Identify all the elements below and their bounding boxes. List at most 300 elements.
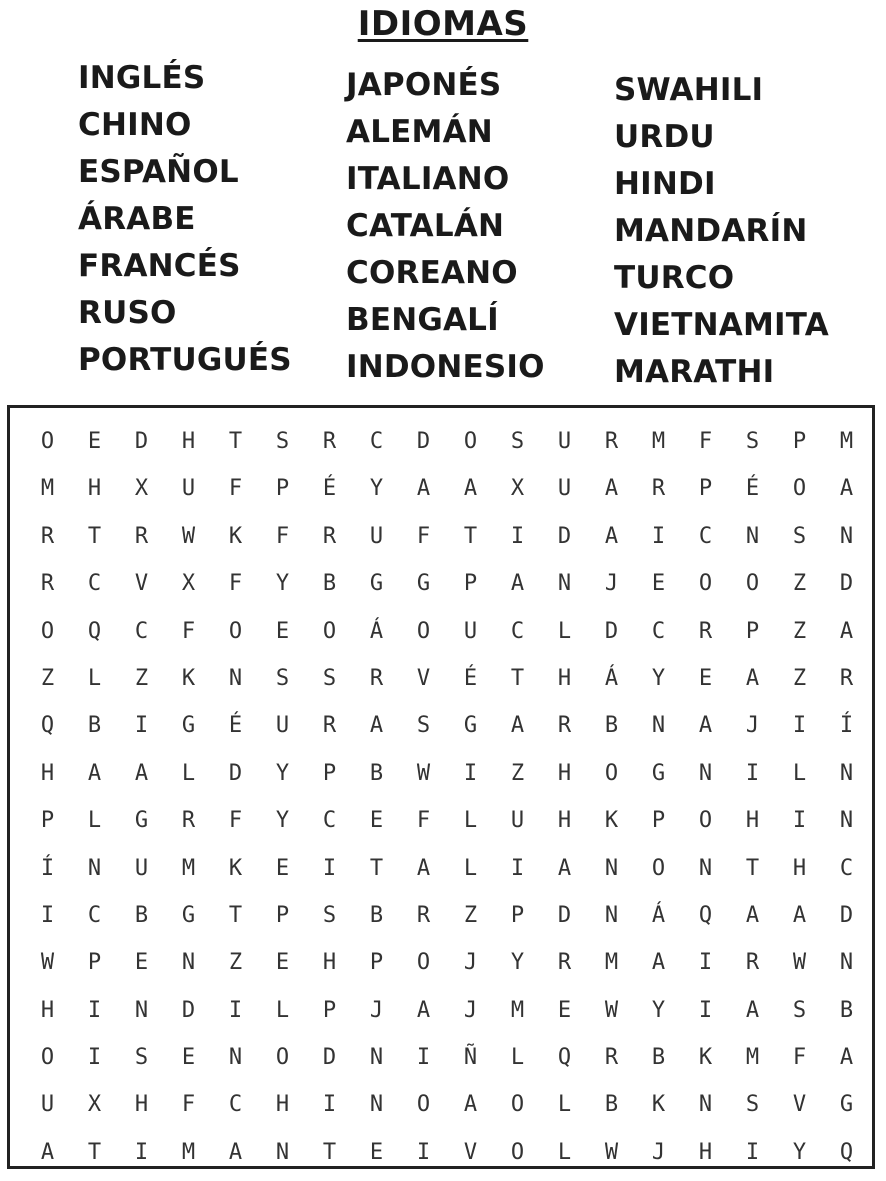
grid-letter[interactable]: P	[463, 571, 478, 597]
grid-letter[interactable]: I	[228, 997, 243, 1023]
grid-letter[interactable]: G	[181, 902, 196, 928]
grid-letter[interactable]: H	[322, 950, 337, 976]
grid-letter[interactable]: I	[651, 523, 666, 549]
grid-letter[interactable]: R	[698, 618, 713, 644]
grid-letter[interactable]: W	[40, 950, 55, 976]
grid-letter[interactable]: O	[463, 429, 478, 454]
grid-letter[interactable]: P	[698, 476, 713, 502]
grid-letter[interactable]: A	[369, 713, 384, 739]
grid-letter[interactable]: S	[745, 429, 760, 454]
grid-letter[interactable]: E	[275, 950, 290, 976]
grid-letter[interactable]: C	[87, 571, 102, 597]
grid-letter[interactable]: L	[557, 1092, 572, 1118]
grid-letter[interactable]: S	[134, 1045, 149, 1071]
grid-letter[interactable]: M	[651, 429, 666, 454]
grid-letter[interactable]: S	[416, 713, 431, 739]
grid-letter[interactable]: Í	[839, 713, 854, 739]
word-list-item: INDONESIO	[346, 349, 545, 385]
grid-letter[interactable]: Y	[510, 950, 525, 976]
grid-letter[interactable]: L	[87, 808, 102, 834]
grid-letter[interactable]: Z	[510, 760, 525, 786]
grid-letter[interactable]: Q	[87, 618, 102, 644]
grid-letter[interactable]: O	[275, 1045, 290, 1071]
grid-letter[interactable]: C	[228, 1092, 243, 1118]
grid-letter[interactable]: A	[839, 618, 854, 644]
grid-letter[interactable]: A	[416, 997, 431, 1023]
grid-letter[interactable]: Y	[275, 760, 290, 786]
grid-letter[interactable]: Z	[792, 571, 807, 597]
grid-letter[interactable]: K	[604, 808, 619, 834]
grid-letter[interactable]: N	[557, 571, 572, 597]
grid-letter[interactable]: R	[604, 1045, 619, 1071]
grid-letter[interactable]: S	[510, 429, 525, 454]
grid-letter[interactable]: P	[87, 950, 102, 976]
grid-letter[interactable]: I	[416, 1139, 431, 1165]
grid-letter[interactable]: G	[651, 760, 666, 786]
grid-letter[interactable]: V	[134, 571, 149, 597]
grid-letter[interactable]: T	[745, 855, 760, 881]
grid-letter[interactable]: A	[463, 1092, 478, 1118]
grid-letter[interactable]: T	[228, 902, 243, 928]
grid-letter[interactable]: R	[322, 523, 337, 549]
grid-letter[interactable]: P	[322, 997, 337, 1023]
grid-letter[interactable]: O	[416, 950, 431, 976]
grid-letter[interactable]: X	[134, 476, 149, 502]
grid-letter[interactable]: H	[181, 429, 196, 454]
grid-letter[interactable]: A	[745, 902, 760, 928]
grid-letter[interactable]: I	[416, 1045, 431, 1071]
grid-letter[interactable]: R	[40, 571, 55, 597]
grid-letter[interactable]: X	[510, 476, 525, 502]
grid-letter[interactable]: G	[463, 713, 478, 739]
grid-letter[interactable]: I	[745, 760, 760, 786]
grid-letter[interactable]: A	[839, 1045, 854, 1071]
grid-letter[interactable]: K	[228, 523, 243, 549]
grid-letter[interactable]: R	[557, 713, 572, 739]
grid-letter[interactable]: U	[510, 808, 525, 834]
grid-letter[interactable]: A	[463, 476, 478, 502]
grid-letter[interactable]: O	[40, 429, 55, 454]
grid-letter[interactable]: I	[134, 713, 149, 739]
grid-letter[interactable]: A	[228, 1139, 243, 1165]
grid-letter[interactable]: D	[322, 1045, 337, 1071]
grid-letter[interactable]: I	[745, 1139, 760, 1165]
grid-letter[interactable]: E	[181, 1045, 196, 1071]
grid-letter[interactable]: G	[134, 808, 149, 834]
grid-letter[interactable]: N	[604, 855, 619, 881]
grid-letter[interactable]: D	[839, 902, 854, 928]
grid-letter[interactable]: A	[604, 476, 619, 502]
grid-letter[interactable]: N	[651, 713, 666, 739]
grid-letter[interactable]: S	[322, 902, 337, 928]
grid-letter[interactable]: T	[87, 523, 102, 549]
grid-letter[interactable]: M	[510, 997, 525, 1023]
grid-letter[interactable]: H	[134, 1092, 149, 1118]
word-list-item: CATALÁN	[346, 208, 505, 244]
grid-letter[interactable]: A	[510, 571, 525, 597]
grid-letter[interactable]: G	[181, 713, 196, 739]
grid-letter[interactable]: J	[604, 571, 619, 597]
grid-letter[interactable]: H	[557, 760, 572, 786]
grid-letter[interactable]: C	[87, 902, 102, 928]
grid-letter[interactable]: I	[322, 855, 337, 881]
word-list-item: VIETNAMITA	[614, 307, 829, 343]
grid-letter[interactable]: I	[698, 997, 713, 1023]
grid-letter[interactable]: R	[416, 902, 431, 928]
grid-letter[interactable]: H	[87, 476, 102, 502]
grid-letter[interactable]: K	[228, 855, 243, 881]
grid-letter[interactable]: A	[792, 902, 807, 928]
grid-letter[interactable]: J	[745, 713, 760, 739]
grid-letter[interactable]: A	[651, 950, 666, 976]
grid-letter[interactable]: Y	[792, 1139, 807, 1165]
grid-letter[interactable]: Á	[651, 902, 666, 928]
grid-letter[interactable]: R	[557, 950, 572, 976]
grid-letter[interactable]: D	[604, 618, 619, 644]
grid-letter[interactable]: N	[181, 950, 196, 976]
grid-letter[interactable]: É	[745, 476, 760, 502]
grid-letter[interactable]: D	[181, 997, 196, 1023]
grid-letter[interactable]: F	[181, 1092, 196, 1118]
grid-letter[interactable]: Á	[604, 665, 619, 691]
word-list-item: MANDARÍN	[614, 213, 808, 249]
grid-letter[interactable]: D	[416, 429, 431, 454]
grid-letter[interactable]: F	[228, 571, 243, 597]
grid-letter[interactable]: W	[181, 523, 196, 549]
grid-letter[interactable]: P	[792, 429, 807, 454]
grid-letter[interactable]: F	[275, 523, 290, 549]
grid-letter[interactable]: N	[369, 1092, 384, 1118]
grid-letter[interactable]: M	[181, 855, 196, 881]
grid-letter[interactable]: P	[745, 618, 760, 644]
grid-letter[interactable]: N	[698, 760, 713, 786]
grid-letter[interactable]: Q	[839, 1139, 854, 1165]
grid-letter[interactable]: N	[839, 523, 854, 549]
grid-letter[interactable]: J	[463, 997, 478, 1023]
grid-letter[interactable]: S	[792, 523, 807, 549]
grid-letter[interactable]: D	[557, 523, 572, 549]
grid-letter[interactable]: G	[369, 571, 384, 597]
grid-letter[interactable]: Á	[369, 618, 384, 644]
grid-letter[interactable]: N	[839, 760, 854, 786]
grid-letter[interactable]: Z	[40, 665, 55, 691]
grid-letter[interactable]: M	[604, 950, 619, 976]
grid-letter[interactable]: Y	[275, 808, 290, 834]
grid-letter[interactable]: F	[416, 523, 431, 549]
grid-letter[interactable]: A	[604, 523, 619, 549]
grid-letter[interactable]: H	[557, 808, 572, 834]
grid-letter[interactable]: O	[416, 618, 431, 644]
grid-letter[interactable]: B	[604, 1092, 619, 1118]
grid-letter[interactable]: O	[40, 1045, 55, 1071]
grid-letter[interactable]: W	[416, 760, 431, 786]
grid-letter[interactable]: U	[134, 855, 149, 881]
grid-letter[interactable]: W	[604, 1139, 619, 1165]
grid-letter[interactable]: O	[698, 808, 713, 834]
grid-letter[interactable]: E	[651, 571, 666, 597]
grid-letter[interactable]: A	[416, 855, 431, 881]
puzzle-title: IDIOMAS	[357, 4, 529, 44]
grid-letter[interactable]: A	[745, 997, 760, 1023]
grid-letter[interactable]: O	[228, 618, 243, 644]
grid-letter[interactable]: É	[228, 713, 243, 739]
word-list-item: FRANCÉS	[78, 248, 241, 284]
grid-letter[interactable]: R	[839, 665, 854, 691]
grid-letter[interactable]: B	[87, 713, 102, 739]
word-list-item: URDU	[614, 119, 715, 155]
grid-letter[interactable]: K	[651, 1092, 666, 1118]
grid-letter[interactable]: V	[463, 1139, 478, 1165]
grid-letter[interactable]: J	[463, 950, 478, 976]
grid-letter[interactable]: Q	[698, 902, 713, 928]
grid-letter[interactable]: N	[745, 523, 760, 549]
grid-letter[interactable]: I	[87, 1045, 102, 1071]
grid-letter[interactable]: C	[698, 523, 713, 549]
grid-letter[interactable]: N	[698, 855, 713, 881]
grid-letter[interactable]: N	[228, 665, 243, 691]
grid-letter[interactable]: Y	[651, 997, 666, 1023]
grid-letter[interactable]: T	[369, 855, 384, 881]
grid-letter[interactable]: F	[228, 808, 243, 834]
grid-letter[interactable]: U	[40, 1092, 55, 1118]
grid-letter[interactable]: I	[792, 808, 807, 834]
grid-letter[interactable]: N	[134, 997, 149, 1023]
grid-letter[interactable]: E	[87, 429, 102, 454]
grid-letter[interactable]: I	[40, 902, 55, 928]
grid-letter[interactable]: D	[557, 902, 572, 928]
grid-letter[interactable]: M	[839, 429, 854, 454]
grid-letter[interactable]: O	[651, 855, 666, 881]
grid-letter[interactable]: F	[698, 429, 713, 454]
grid-letter[interactable]: N	[275, 1139, 290, 1165]
grid-letter[interactable]: I	[87, 997, 102, 1023]
grid-letter[interactable]: P	[275, 476, 290, 502]
grid-letter[interactable]: I	[510, 855, 525, 881]
grid-letter[interactable]: L	[557, 618, 572, 644]
word-list-item: ÁRABE	[78, 201, 196, 237]
grid-letter[interactable]: A	[416, 476, 431, 502]
grid-letter[interactable]: F	[792, 1045, 807, 1071]
grid-letter[interactable]: N	[839, 950, 854, 976]
grid-letter[interactable]: S	[322, 665, 337, 691]
grid-letter[interactable]: N	[698, 1092, 713, 1118]
grid-letter[interactable]: E	[134, 950, 149, 976]
grid-letter[interactable]: I	[322, 1092, 337, 1118]
grid-letter[interactable]: T	[510, 665, 525, 691]
grid-letter[interactable]: C	[651, 618, 666, 644]
grid-letter[interactable]: E	[698, 665, 713, 691]
grid-letter[interactable]: U	[557, 429, 572, 454]
grid-letter[interactable]: D	[134, 429, 149, 454]
grid-letter[interactable]: I	[792, 713, 807, 739]
grid-letter[interactable]: E	[369, 808, 384, 834]
grid-letter[interactable]: A	[87, 760, 102, 786]
grid-letter[interactable]: B	[604, 713, 619, 739]
grid-letter[interactable]: A	[557, 855, 572, 881]
grid-letter[interactable]: N	[228, 1045, 243, 1071]
grid-letter[interactable]: O	[698, 571, 713, 597]
grid-letter[interactable]: O	[40, 618, 55, 644]
grid-letter[interactable]: Z	[792, 665, 807, 691]
grid-letter[interactable]: E	[557, 997, 572, 1023]
grid-letter[interactable]: B	[369, 760, 384, 786]
grid-letter[interactable]: I	[134, 1139, 149, 1165]
grid-letter[interactable]: O	[745, 571, 760, 597]
grid-letter[interactable]: L	[181, 760, 196, 786]
grid-letter[interactable]: O	[510, 1139, 525, 1165]
grid-letter[interactable]: U	[275, 713, 290, 739]
grid-letter[interactable]: U	[463, 618, 478, 644]
grid-letter[interactable]: R	[40, 523, 55, 549]
grid-letter[interactable]: N	[604, 902, 619, 928]
grid-letter[interactable]: M	[40, 476, 55, 502]
grid-letter[interactable]: Z	[134, 665, 149, 691]
grid-letter[interactable]: L	[87, 665, 102, 691]
grid-letter[interactable]: R	[322, 429, 337, 454]
grid-letter[interactable]: O	[322, 618, 337, 644]
grid-letter[interactable]: U	[181, 476, 196, 502]
grid-letter[interactable]: T	[87, 1139, 102, 1165]
grid-letter[interactable]: H	[792, 855, 807, 881]
grid-letter[interactable]: T	[322, 1139, 337, 1165]
grid-letter[interactable]: R	[322, 713, 337, 739]
grid-letter[interactable]: Z	[792, 618, 807, 644]
grid-letter[interactable]: Y	[651, 665, 666, 691]
grid-letter[interactable]: R	[181, 808, 196, 834]
grid-letter[interactable]: C	[510, 618, 525, 644]
grid-letter[interactable]: X	[87, 1092, 102, 1118]
grid-letter[interactable]: R	[134, 523, 149, 549]
grid-letter[interactable]: S	[275, 665, 290, 691]
grid-letter[interactable]: P	[322, 760, 337, 786]
grid-letter[interactable]: R	[604, 429, 619, 454]
grid-letter[interactable]: B	[651, 1045, 666, 1071]
grid-letter[interactable]: A	[510, 713, 525, 739]
grid-letter[interactable]: S	[792, 997, 807, 1023]
grid-letter[interactable]: S	[745, 1092, 760, 1118]
grid-letter[interactable]: F	[181, 618, 196, 644]
grid-letter[interactable]: N	[369, 1045, 384, 1071]
grid-letter[interactable]: O	[416, 1092, 431, 1118]
grid-letter[interactable]: A	[698, 713, 713, 739]
grid-letter[interactable]: W	[792, 950, 807, 976]
word-list-item: INGLÉS	[78, 60, 206, 96]
grid-letter[interactable]: Z	[228, 950, 243, 976]
grid-letter[interactable]: R	[369, 665, 384, 691]
grid-letter[interactable]: A	[839, 476, 854, 502]
grid-letter[interactable]: U	[369, 523, 384, 549]
grid-letter[interactable]: W	[604, 997, 619, 1023]
grid-letter[interactable]: B	[839, 997, 854, 1023]
grid-letter[interactable]: É	[463, 665, 478, 691]
grid-letter[interactable]: I	[510, 523, 525, 549]
grid-letter[interactable]: P	[275, 902, 290, 928]
grid-letter[interactable]: P	[510, 902, 525, 928]
grid-letter[interactable]: V	[792, 1092, 807, 1118]
grid-letter[interactable]: O	[510, 1092, 525, 1118]
grid-letter[interactable]: A	[134, 760, 149, 786]
grid-letter[interactable]: I	[698, 950, 713, 976]
grid-letter[interactable]: L	[557, 1139, 572, 1165]
grid-letter[interactable]: V	[416, 665, 431, 691]
grid-letter[interactable]: L	[510, 1045, 525, 1071]
grid-letter[interactable]: P	[651, 808, 666, 834]
grid-letter[interactable]: F	[416, 808, 431, 834]
grid-letter[interactable]: C	[134, 618, 149, 644]
grid-letter[interactable]: B	[322, 571, 337, 597]
grid-letter[interactable]: J	[651, 1139, 666, 1165]
grid-letter[interactable]: B	[134, 902, 149, 928]
word-list-column-1	[78, 55, 292, 384]
grid-letter[interactable]: M	[745, 1045, 760, 1071]
grid-letter[interactable]: O	[792, 476, 807, 502]
grid-letter[interactable]: M	[181, 1139, 196, 1165]
grid-letter[interactable]: L	[463, 808, 478, 834]
grid-letter[interactable]: C	[369, 429, 384, 454]
grid-letter[interactable]: L	[792, 760, 807, 786]
grid-letter[interactable]: Ñ	[463, 1045, 478, 1071]
grid-letter[interactable]: Í	[40, 855, 55, 881]
grid-letter[interactable]: H	[745, 808, 760, 834]
grid-letter[interactable]: B	[369, 902, 384, 928]
word-list-column-2	[346, 62, 545, 391]
grid-letter[interactable]: É	[322, 476, 337, 502]
grid-letter[interactable]: G	[416, 571, 431, 597]
grid-letter[interactable]: J	[369, 997, 384, 1023]
grid-letter[interactable]: Y	[369, 476, 384, 502]
grid-letter[interactable]: F	[228, 476, 243, 502]
grid-letter[interactable]: K	[181, 665, 196, 691]
grid-letter[interactable]: D	[228, 760, 243, 786]
grid-letter[interactable]: G	[839, 1092, 854, 1118]
grid-letter[interactable]: Q	[557, 1045, 572, 1071]
grid-letter[interactable]: Z	[463, 902, 478, 928]
grid-letter[interactable]: X	[181, 571, 196, 597]
grid-letter[interactable]: L	[275, 997, 290, 1023]
grid-letter[interactable]: D	[839, 571, 854, 597]
grid-letter[interactable]: R	[651, 476, 666, 502]
grid-letter[interactable]: K	[698, 1045, 713, 1071]
grid-letter[interactable]: T	[228, 429, 243, 454]
grid-letter[interactable]: S	[275, 429, 290, 454]
grid-letter[interactable]: H	[40, 997, 55, 1023]
grid-letter[interactable]: U	[557, 476, 572, 502]
grid-letter[interactable]: H	[557, 665, 572, 691]
grid-letter[interactable]: E	[369, 1139, 384, 1165]
grid-letter[interactable]: Q	[40, 713, 55, 739]
grid-letter[interactable]: E	[275, 618, 290, 644]
grid-letter[interactable]: O	[604, 760, 619, 786]
grid-letter[interactable]: C	[322, 808, 337, 834]
grid-letter[interactable]: C	[839, 855, 854, 881]
grid-letter[interactable]: L	[463, 855, 478, 881]
grid-letter[interactable]: N	[87, 855, 102, 881]
grid-letter[interactable]: R	[745, 950, 760, 976]
grid-letter[interactable]: H	[275, 1092, 290, 1118]
grid-letter[interactable]: H	[698, 1139, 713, 1165]
grid-letter[interactable]: P	[40, 808, 55, 834]
word-list-item: HINDI	[614, 166, 716, 202]
grid-letter[interactable]: N	[839, 808, 854, 834]
grid-letter[interactable]: P	[369, 950, 384, 976]
grid-letter[interactable]: E	[275, 855, 290, 881]
grid-letter[interactable]: H	[40, 760, 55, 786]
grid-letter[interactable]: T	[463, 523, 478, 549]
grid-letter[interactable]: A	[40, 1139, 55, 1165]
grid-letter[interactable]: Y	[275, 571, 290, 597]
grid-letter[interactable]: A	[745, 665, 760, 691]
grid-letter[interactable]: I	[463, 760, 478, 786]
